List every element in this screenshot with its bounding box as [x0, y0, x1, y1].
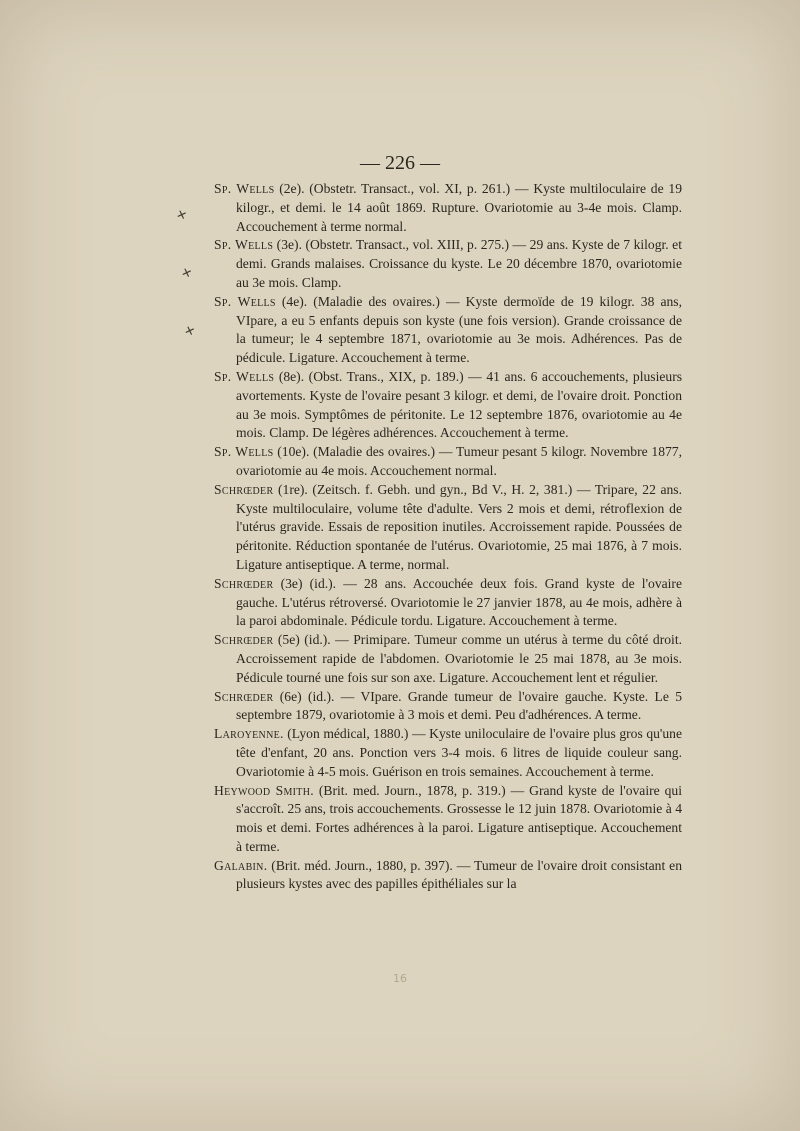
case-entry [214, 575, 682, 631]
case-author: Sp. Wells [214, 368, 275, 384]
case-text: (10e). (Maladie des ovaires.) — Tumeur pesant 5 kilogr. Novembre 1877, ovariotomie au 4e mois. Accouchement normal. [236, 444, 683, 478]
case-text: (Lyon médical, 1880.) — Kyste uniloculaire de l'ovaire plus gros qu'une tête d'enfant, 20 ans. Ponction vers 3-4 mois. 6 litres de liquide couleur sang. Ovariotomie à 4-5 mois. Guérison en trois semaines. Accouchement à terme. [236, 726, 682, 779]
margin-pencil-mark: + [173, 205, 191, 225]
case-entry [214, 368, 682, 443]
case-text: (Brit. med. Journ., 1878, p. 319.) — Grand kyste de l'ovaire qui s'accroît. 25 ans, trois accouchements. Grossesse le 12 juin 1878. Ovariotomie à 4 mois et demi. Fortes adhérences à la paroi. Ligature antiseptique. Accouchement à terme. [236, 782, 682, 854]
case-entry [214, 857, 682, 895]
case-author: Schrœder [214, 688, 274, 704]
case-entry [214, 631, 682, 687]
case-text: (Brit. méd. Journ., 1880, p. 397). — Tumeur de l'ovaire droit consistant en plusieurs kystes avec des papilles épithéliales sur la [236, 857, 682, 892]
pencil-note: 16 [393, 972, 407, 985]
case-entry [214, 725, 682, 781]
case-author: Sp. Wells [214, 444, 274, 460]
case-text: (3e). (Obstetr. Transact., vol. XIII, p. 275.) — 29 ans. Kyste de 7 kilogr. et demi. Grands malaises. Croissance du kyste. Le 20 décembre 1870, ovariotomie au 3e mois. Clamp. [236, 237, 682, 290]
case-entry [214, 293, 682, 368]
body-text [214, 180, 682, 894]
case-author: Heywood Smith. [214, 782, 314, 798]
case-text: (3e) (id.). — 28 ans. Accouchée deux fois. Grand kyste de l'ovaire gauche. L'utérus rétroversé. Ovariotomie le 27 janvier 1878, au 4e mois, adhère à la paroi abdominale. Pédicule tordu. Ligature. Accouchement à terme. [236, 575, 682, 629]
case-text: (8e). (Obst. Trans., XIX, p. 189.) — 41 ans. 6 accouchements, plusieurs avortements. Kyste de l'ovaire pesant 3 kilogr. et demi, de l'ovaire droit. Ponction au 3e mois. Symptômes de péritonite. Le 12 septembre 1876, ovariotomie au 4e mois. Clamp. De légères adhérences. Accouchement à terme. [236, 368, 683, 441]
case-author: Schrœder [214, 632, 274, 648]
case-author: Laroyenne. [214, 726, 284, 742]
case-entry [214, 481, 682, 575]
case-author: Sp. Wells [214, 237, 274, 253]
case-author: Sp. Wells [214, 181, 275, 196]
case-author: Schrœder [214, 575, 274, 591]
case-author: Sp. Wells [214, 293, 276, 309]
case-entry [214, 688, 682, 726]
margin-pencil-mark: + [181, 321, 199, 341]
margin-pencil-mark: + [178, 263, 196, 283]
case-entry [214, 180, 682, 236]
page-number: — 226 — [360, 152, 440, 174]
case-text: (5e) (id.). — Primipare. Tumeur comme un utérus à terme du côté droit. Accroissement rapide de l'abdomen. Ovariotomie le 25 mai 1878, au 3e mois. Pédicule tourné une fois sur son axe. Ligature. Accouchement lent et régulier. [236, 632, 682, 685]
case-entry [214, 782, 682, 857]
case-entry [214, 443, 682, 481]
case-text: (2e). (Obstetr. Transact., vol. XI, p. 261.) — Kyste multiloculaire de 19 kilogr., et demi. le 14 août 1869. Rupture. Ovariotomie au 3-4e mois. Clamp. Accouchement à terme normal. [236, 181, 682, 234]
case-text: (6e) (id.). — VIpare. Grande tumeur de l'ovaire gauche. Kyste. Le 5 septembre 1879, ovariotomie à 3 mois et demi. Peu d'adhérences. A terme. [236, 688, 682, 723]
case-author: Galabin. [214, 857, 268, 873]
case-author: Schrœder [214, 481, 274, 497]
case-text: (4e). (Maladie des ovaires.) — Kyste dermoïde de 19 kilogr. 38 ans, VIpare, a eu 5 enfants depuis son kyste (une fois version). Grande croissance de la tumeur; le 4 septembre 1871, ovariotomie au 3e mois. Adhérences. Pas de pédicule. Ligature. Accouchement à terme. [236, 293, 682, 366]
case-text: (1re). (Zeitsch. f. Gebh. und gyn., Bd V., H. 2, 381.) — Tripare, 22 ans. Kyste multiloculaire, volume tête d'adulte. Vers 2 mois et demi, rétroflexion de l'utérus gravide. Essais de reposition inutiles. Accroissement rapide. Poussées de péritonite. Réduction spontanée de l'utérus. Ovariotomie, 25 mai 1876, à 7 mois. Ligature antiseptique. A terme, normal. [236, 481, 682, 572]
case-entry [214, 236, 682, 292]
